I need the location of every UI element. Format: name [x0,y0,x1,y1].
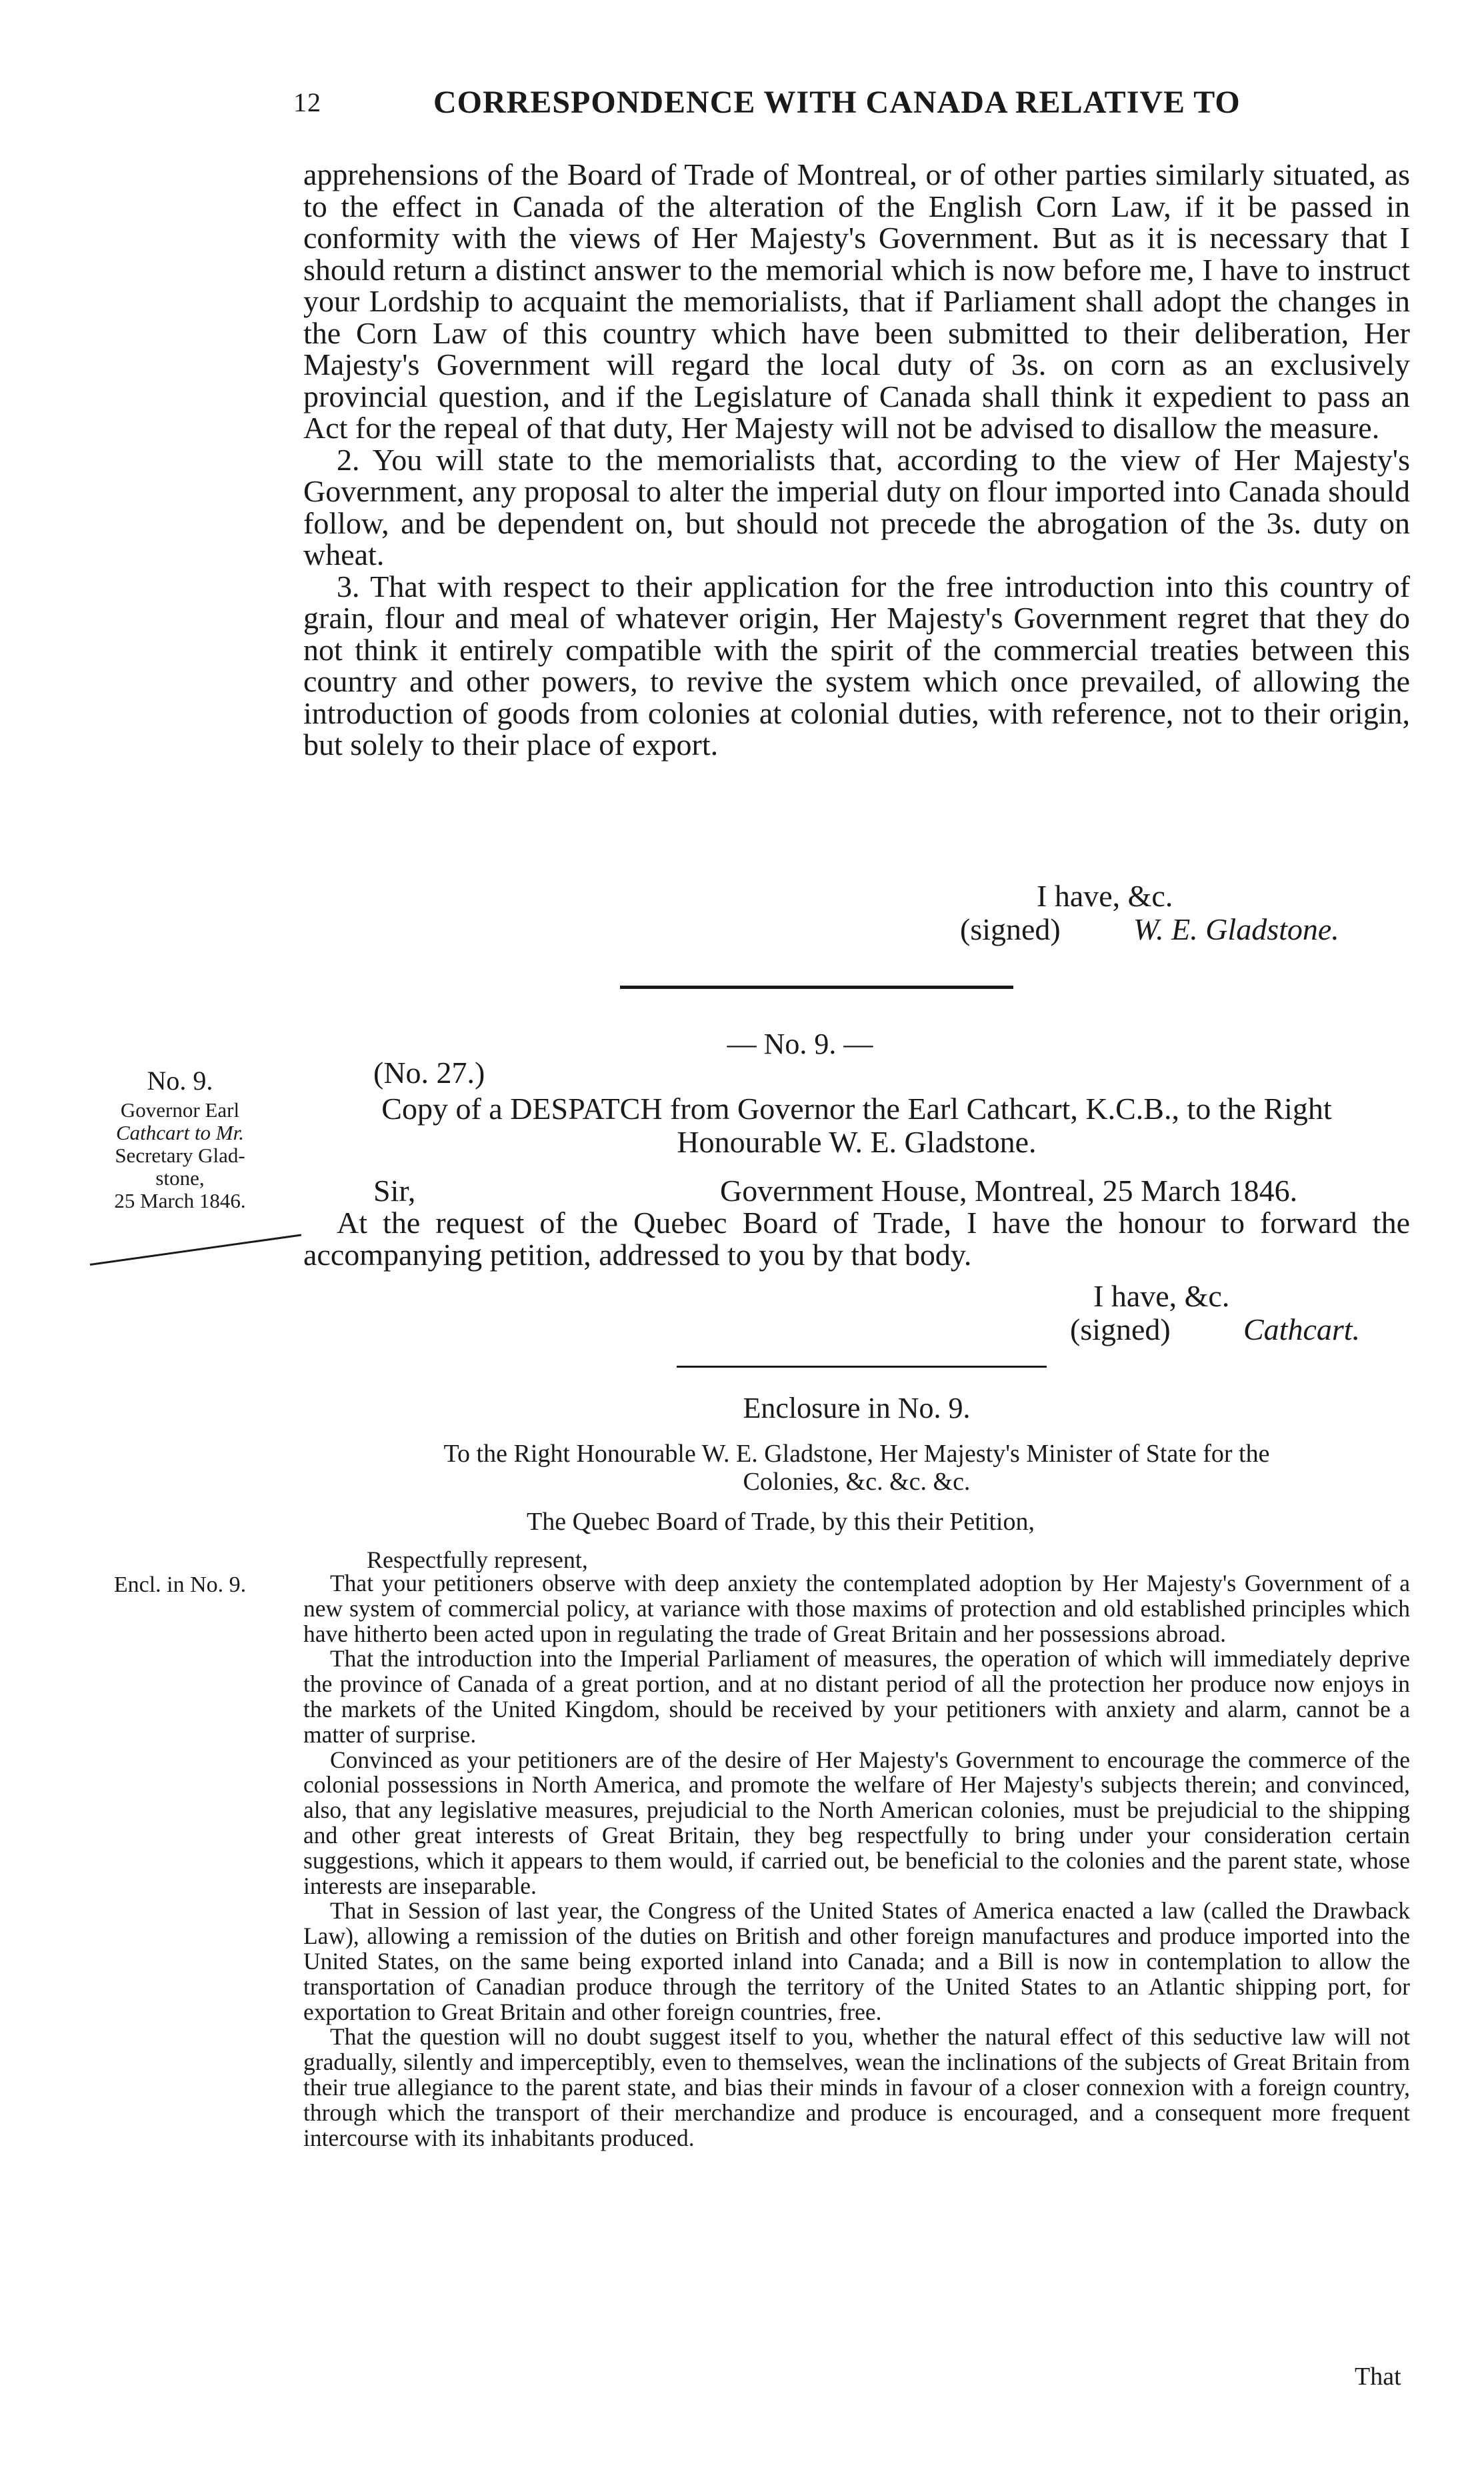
running-title: CORRESPONDENCE WITH CANADA RELATIVE TO [433,85,1241,120]
despatch-reference-number: (No. 27.) [373,1056,485,1090]
margin-pointer-line [90,1234,301,1266]
despatch-body [303,1207,1410,1270]
letter-signature: W. E. Gladstone. [1133,912,1339,946]
running-header [293,79,1360,132]
despatch-closing: I have, &c. [1093,1279,1230,1313]
margin-enclosure-note: Encl. in No. 9. [113,1572,247,1597]
letter-continuation [303,159,1410,761]
letter-paragraph-2: 2. You will state to the memorialists that, according to the view of Her Majesty's Government, any proposal to alter the imperial duty on flour imported into Canada should follow, and be dependent on, but should not precede the abrogation of the 3s. duty on wheat. [303,442,1410,571]
letter-paragraph-1: apprehensions of the Board of Trade of Montreal, or of other parties similarly situated, as to the effect in Canada of the alteration of the English Corn Law, if it be passed in conformity with the views of Her Majesty's Government. But as it is necessary that I should return a distinct answer to the memorial which is now before me, I have to instruct your Lordship to acquaint the memorialists, that if Parliament shall adopt the changes in the Corn Law of this country which have been submitted to their deliberation, Her Majesty's Government will regard the local duty of 3s. on corn as an exclusively provincial question, and if the Legislature of Canada shall think it expedient to pass an Act for the repeal of that duty, Her Majesty will not be advised to disallow the measure. [303,157,1410,445]
margin-despatch-number: No. 9. [147,1066,213,1096]
section-divider [620,986,1013,989]
petition-represent: Respectfully represent, [367,1546,588,1573]
petition-paragraph-5: That the question will no doubt suggest itself to you, whether the natural effect of this seductive law will not gradually, silently and imperceptibly, even to themselves, wean the inclinations of the subjects of Great Britain from their true allegiance to the parent state, and bias their minds in favour of a closer connexion with a foreign country, through which the transport of their merchandize and produce is encouraged, and a consequent more frequent intercourse with its inhabitants produced. [303,2023,1410,2151]
petition-body [303,1571,1410,2151]
despatch-salutation: Sir, [373,1174,416,1208]
enclosure-address-line-2: Colonies, &c. &c. &c. [743,1468,971,1496]
petition-paragraph-4: That in Session of last year, the Congress of the United States of America enacted a law (called the Drawback Law), allowing a remission of the duties on British and other foreign manufactures and produce imported into the United States, on the same being exported inland into Canada; and a Bill is now in contemplation to allow the transportation of Canadian produce through the territory of the United States to an Atlantic shipping port, for exportation to Great Britain and other foreign countries, free. [303,1897,1410,2025]
petition-paragraph-1: That your petitioners observe with deep anxiety the contemplated adoption by Her Majesty's Government of a new system of commercial policy, at variance with those maxims of protection and old established principles which have hitherto been acted upon in regulating the trade of Great Britain and her possessions abroad. [303,1570,1410,1647]
despatch-number-heading: — No. 9. — [727,1028,873,1060]
enclosure-heading: Enclosure in No. 9. [743,1392,971,1424]
letter-paragraph-3: 3. That with respect to their application for the free introduction into this country of grain, flour and meal of whatever origin, Her Majesty's Government regret that they do not think it entirely compatible with the spirit of the commercial treaties between this country and other powers, to revive the system which once prevailed, of allowing the introduction of goods from colonies at colonial duties, with reference, not to their origin, but solely to their place of export. [303,569,1410,762]
despatch-title-line-2: Honourable W. E. Gladstone. [677,1125,1037,1159]
page-number: 12 [293,87,321,117]
catchword: That [1355,2363,1401,2391]
enclosure-divider [677,1366,1047,1368]
margin-despatch-summary: Governor Earl Cathcart to Mr. Secretary Glad- stone, 25 March 1846. [114,1098,246,1212]
letter-signed-label: (signed) [960,912,1061,946]
despatch-place-date: Government House, Montreal, 25 March 1846. [720,1174,1298,1208]
petition-paragraph-2: That the introduction into the Imperial Parliament of measures, the operation of which will immediately deprive the province of Canada of a great portion, and at no distant period of all the protection her produce now enjoys in the markets of the United Kingdom, should be received by your petitioners with anxiety and alarm, cannot be a matter of surprise. [303,1645,1410,1748]
enclosure-address-line-1: To the Right Honourable W. E. Gladstone, Her Majesty's Minister of State for the [443,1440,1270,1468]
despatch-title-line-1: Copy of a DESPATCH from Governor the Earl Cathcart, K.C.B., to the Right [381,1092,1332,1126]
despatch-signature: Cathcart. [1243,1312,1361,1346]
petition-intro: The Quebec Board of Trade, by this their Petition, [527,1508,1035,1536]
despatch-paragraph: At the request of the Quebec Board of Trade, I have the honour to forward the accompanying petition, addressed to you by that body. [303,1206,1410,1272]
letter-closing: I have, &c. [1037,879,1173,913]
despatch-signed-label: (signed) [1070,1312,1171,1346]
petition-paragraph-3: Convinced as your petitioners are of the desire of Her Majesty's Government to encourage the commerce of the colonial possessions in North America, and promote the welfare of Her Majesty's subjects therein; and convinced, also, that any legislative measures, prejudicial to the North American colonies, must be prejudicial to the shipping and other great interests of Great Britain, they beg respectfully to bring under your consideration certain suggestions, which it appears to them would, if carried out, be beneficial to the colonies and the parent state, whose interests are inseparable. [303,1746,1410,1899]
